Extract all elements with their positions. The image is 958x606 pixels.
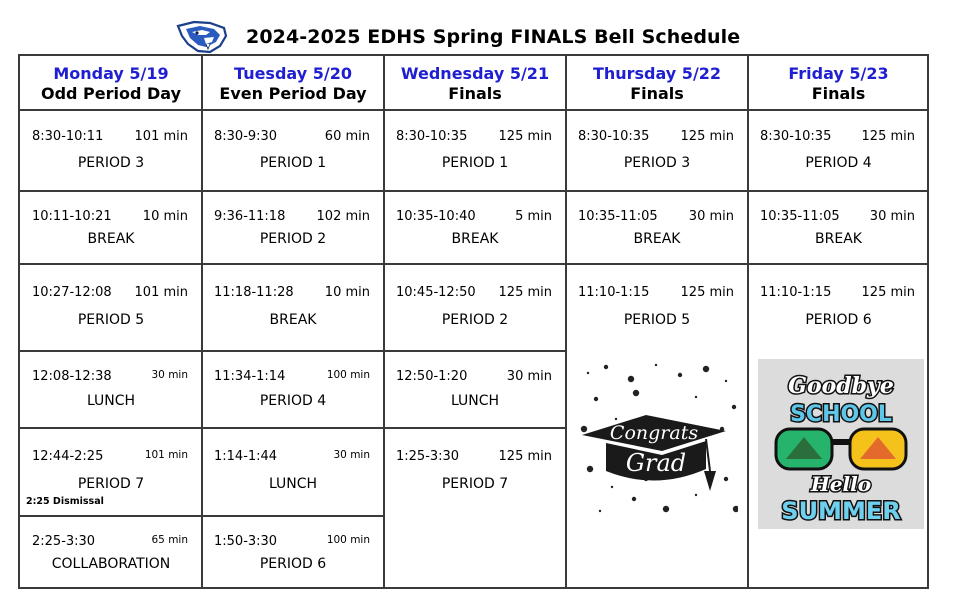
schedule-cell [384, 351, 566, 428]
period-label: BREAK [451, 231, 499, 247]
column-divider [383, 56, 385, 587]
row-divider [202, 263, 384, 265]
schedule-cell [384, 264, 566, 351]
duration: 30 min [506, 369, 552, 384]
duration: 60 min [324, 129, 370, 144]
panther-logo-icon [176, 20, 228, 54]
period-label: PERIOD 2 [259, 231, 327, 247]
duration: 30 min [151, 369, 188, 381]
day-subtitle: Finals [811, 84, 866, 103]
time-range: 9:36-11:18 [214, 209, 286, 224]
duration: 125 min [680, 285, 734, 300]
column-divider [565, 56, 567, 587]
day-subtitle: Even Period Day [219, 84, 367, 103]
time-range: 8:30-10:11 [32, 129, 104, 144]
time-range: 11:34-1:14 [214, 369, 286, 384]
day-header [748, 56, 929, 110]
day-title: Monday 5/19 [53, 64, 169, 83]
day-column [566, 56, 748, 587]
day-column [384, 56, 566, 587]
day-title: Wednesday 5/21 [400, 64, 550, 83]
schedule-cell [20, 110, 202, 191]
duration: 5 min [515, 209, 552, 224]
header [0, 18, 958, 58]
duration: 100 min [326, 369, 370, 381]
time-range: 10:11-10:21 [32, 209, 112, 224]
schedule-cell [202, 110, 384, 191]
day-header [566, 56, 748, 110]
period-label: PERIOD 1 [441, 155, 509, 171]
time-range: 10:35-10:40 [396, 209, 476, 224]
svg-text:Hello: Hello [810, 472, 872, 496]
schedule-cell [748, 191, 929, 264]
row-divider [748, 263, 929, 265]
day-title: Friday 5/23 [788, 64, 889, 83]
period-label: PERIOD 6 [259, 556, 327, 572]
time-range: 11:10-1:15 [760, 285, 832, 300]
schedule-cell [384, 428, 566, 516]
svg-text:Grad: Grad [625, 449, 687, 477]
duration: 125 min [498, 449, 552, 464]
schedule-cell [566, 191, 748, 264]
day-title: Thursday 5/22 [592, 64, 722, 83]
dismissal-note: 2:25 Dismissal [26, 496, 104, 507]
day-subtitle: Finals [448, 84, 502, 103]
duration: 125 min [861, 129, 915, 144]
duration: 101 min [134, 129, 188, 144]
period-label: PERIOD 7 [77, 476, 145, 492]
schedule-cell [202, 516, 384, 589]
time-range: 8:30-10:35 [396, 129, 468, 144]
period-label: BREAK [87, 231, 135, 247]
time-range: 8:30-10:35 [578, 129, 650, 144]
time-range: 1:50-3:30 [214, 534, 278, 549]
row-divider [20, 190, 202, 192]
schedule-cell [20, 516, 202, 589]
period-label: PERIOD 2 [441, 312, 509, 328]
congrats-grad-cap-icon [576, 359, 738, 519]
row-divider [384, 427, 566, 429]
row-divider [20, 263, 202, 265]
goodbye-school-hello-summer-sticker-icon [758, 359, 924, 529]
schedule-cell [202, 428, 384, 516]
period-label: PERIOD 4 [805, 155, 872, 171]
schedule-cell [20, 264, 202, 351]
period-label: BREAK [269, 312, 317, 328]
svg-text:Congrats: Congrats [609, 422, 699, 444]
day-header [202, 56, 384, 110]
period-label: PERIOD 5 [77, 312, 145, 328]
schedule-table [18, 54, 929, 589]
time-range: 2:25-3:30 [32, 534, 96, 549]
row-divider [566, 109, 748, 111]
row-divider [384, 350, 566, 352]
schedule-cell [748, 264, 929, 351]
row-divider [384, 190, 566, 192]
row-divider [20, 427, 202, 429]
duration: 125 min [861, 285, 915, 300]
duration: 10 min [142, 209, 188, 224]
day-title: Tuesday 5/20 [234, 64, 352, 83]
period-label: BREAK [633, 231, 681, 247]
svg-text:SCHOOL: SCHOOL [790, 402, 892, 427]
period-label: LUNCH [450, 393, 500, 409]
row-divider [202, 515, 384, 517]
period-label: COLLABORATION [51, 556, 171, 572]
row-divider [748, 190, 929, 192]
day-column [20, 56, 202, 587]
time-range: 10:35-11:05 [760, 209, 840, 224]
row-divider [202, 109, 384, 111]
period-label: PERIOD 3 [623, 155, 691, 171]
period-label: PERIOD 1 [259, 155, 327, 171]
row-divider [202, 350, 384, 352]
duration: 101 min [134, 285, 188, 300]
duration: 30 min [869, 209, 915, 224]
duration: 125 min [498, 285, 552, 300]
column-divider [747, 56, 749, 587]
duration: 10 min [324, 285, 370, 300]
duration: 102 min [316, 209, 370, 224]
day-column [202, 56, 384, 587]
row-divider [566, 263, 748, 265]
day-subtitle: Finals [630, 84, 684, 103]
period-label: PERIOD 5 [623, 312, 691, 328]
schedule-cell [202, 351, 384, 428]
row-divider [566, 190, 748, 192]
row-divider [20, 350, 202, 352]
schedule-cell [20, 428, 202, 516]
period-label: PERIOD 4 [259, 393, 327, 409]
period-label: PERIOD 6 [805, 312, 872, 328]
duration: 65 min [151, 534, 188, 546]
duration: 101 min [144, 449, 188, 461]
row-divider [384, 263, 566, 265]
time-range: 1:14-1:44 [214, 449, 278, 464]
day-header [20, 56, 202, 110]
row-divider [20, 109, 202, 111]
page-title: 2024-2025 EDHS Spring FINALS Bell Schedule [246, 26, 741, 48]
time-range: 11:18-11:28 [214, 285, 294, 300]
schedule-cell [748, 110, 929, 191]
time-range: 12:44-2:25 [32, 449, 104, 464]
time-range: 12:08-12:38 [32, 369, 112, 384]
schedule-cell [566, 264, 748, 351]
day-subtitle: Odd Period Day [40, 84, 182, 103]
schedule-cell [384, 110, 566, 191]
svg-text:Goodbye: Goodbye [788, 373, 894, 399]
day-column [748, 56, 929, 587]
duration: 30 min [688, 209, 734, 224]
time-range: 10:35-11:05 [578, 209, 658, 224]
period-label: LUNCH [86, 393, 136, 409]
time-range: 8:30-10:35 [760, 129, 832, 144]
row-divider [202, 190, 384, 192]
time-range: 10:27-12:08 [32, 285, 112, 300]
duration: 30 min [333, 449, 370, 461]
period-label: PERIOD 7 [441, 476, 509, 492]
duration: 125 min [680, 129, 734, 144]
row-divider [20, 515, 202, 517]
row-divider [748, 109, 929, 111]
time-range: 10:45-12:50 [396, 285, 476, 300]
row-divider [202, 427, 384, 429]
schedule-cell [20, 191, 202, 264]
period-label: BREAK [815, 231, 862, 247]
time-range: 8:30-9:30 [214, 129, 278, 144]
period-label: LUNCH [268, 476, 318, 492]
schedule-cell [384, 191, 566, 264]
time-range: 11:10-1:15 [578, 285, 650, 300]
day-header [384, 56, 566, 110]
time-range: 12:50-1:20 [396, 369, 468, 384]
column-divider [201, 56, 203, 587]
schedule-cell [202, 191, 384, 264]
duration: 100 min [326, 534, 370, 546]
period-label: PERIOD 3 [77, 155, 145, 171]
row-divider [384, 109, 566, 111]
duration: 125 min [498, 129, 552, 144]
svg-text:SUMMER: SUMMER [781, 497, 901, 525]
schedule-cell [202, 264, 384, 351]
time-range: 1:25-3:30 [396, 449, 460, 464]
schedule-cell [566, 110, 748, 191]
schedule-cell [20, 351, 202, 428]
